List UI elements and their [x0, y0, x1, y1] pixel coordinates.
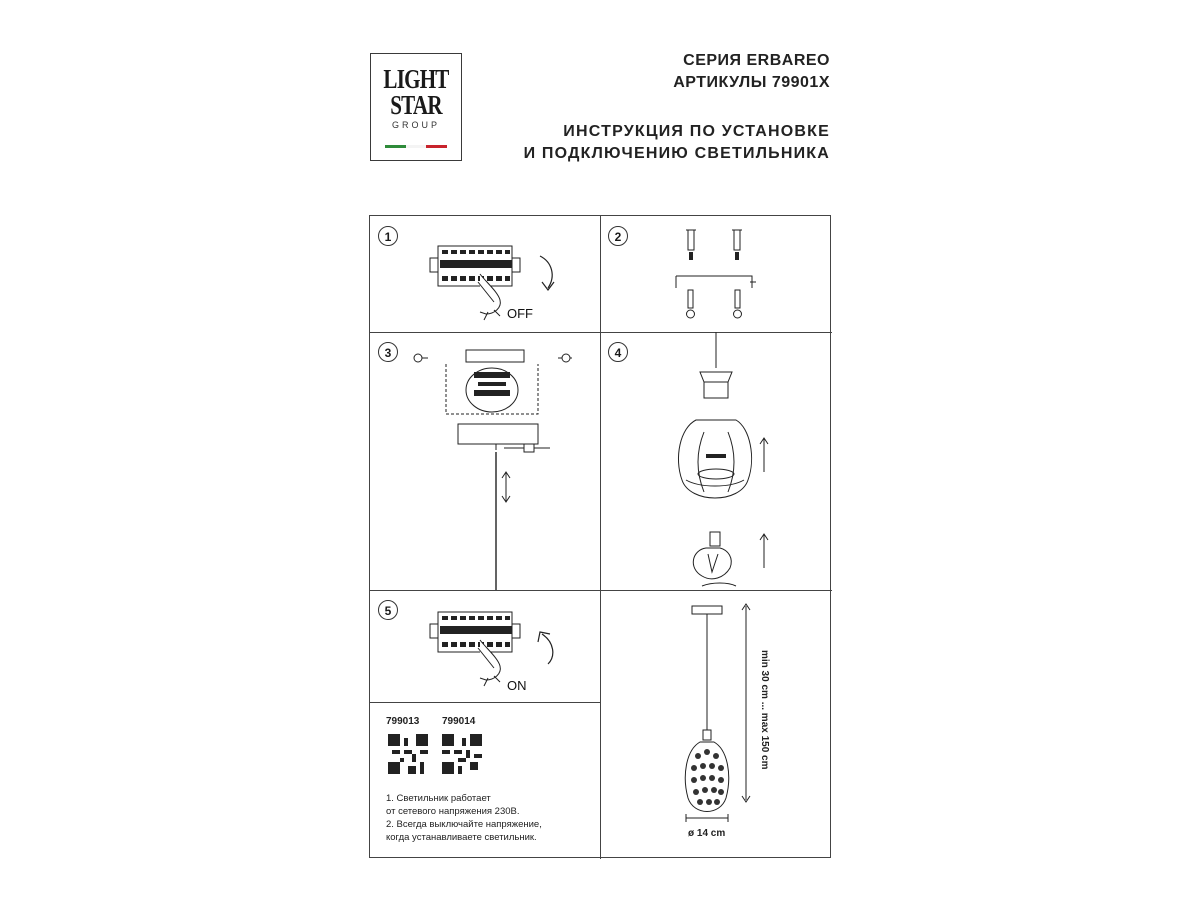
- brand-logo-line3: GROUP: [391, 120, 440, 130]
- title-line-1: ИНСТРУКЦИЯ ПО УСТАНОВКЕ: [563, 123, 830, 140]
- series-header: [673, 50, 830, 94]
- product-code-2: 799014: [442, 716, 476, 727]
- glass-shade-icon: [600, 332, 832, 590]
- breaker-off-label: OFF: [507, 306, 533, 321]
- breaker-on-label: ON: [507, 678, 527, 693]
- step-number: 3: [378, 342, 398, 362]
- step-1-panel: [370, 216, 600, 332]
- step-5-panel: [370, 590, 600, 702]
- document-title: [524, 121, 830, 165]
- circuit-breaker-icon: [370, 590, 600, 702]
- height-dimension: min 30 cm ... max 150 cm: [759, 650, 770, 770]
- product-code-1: 799013: [386, 716, 420, 727]
- article-numbers: АРТИКУЛЫ 79901Х: [673, 74, 830, 91]
- diameter-dimension: ø 14 cm: [688, 828, 726, 839]
- italian-flag-icon: [385, 145, 447, 148]
- step-2-panel: [600, 216, 832, 332]
- note-line: 2. Всегда выключайте напряжение,: [386, 819, 542, 830]
- step-number: 1: [378, 226, 398, 246]
- brand-logo-line1: LIGHT: [383, 64, 449, 94]
- step-number: 4: [608, 342, 628, 362]
- instruction-grid: [369, 215, 831, 858]
- pendant-lamp-icon: [600, 590, 832, 859]
- safety-notes: [386, 792, 586, 844]
- brand-logo: [370, 53, 462, 161]
- circuit-breaker-icon: [370, 216, 600, 332]
- brand-logo-line2: STAR: [390, 90, 442, 120]
- mounting-bracket-icon: [600, 216, 832, 332]
- title-line-2: И ПОДКЛЮЧЕНИЮ СВЕТИЛЬНИКА: [523, 145, 830, 162]
- ceiling-mount-diagram: [370, 332, 600, 590]
- dimensions-panel: [600, 590, 832, 859]
- series-name: СЕРИЯ ERBAREO: [683, 52, 830, 69]
- step-3-panel: [370, 332, 600, 590]
- note-line: от сетевого напряжения 230В.: [386, 806, 520, 817]
- step-number: 2: [608, 226, 628, 246]
- note-line: когда устанавливаете светильник.: [386, 832, 537, 843]
- note-line: 1. Светильник работает: [386, 793, 491, 804]
- qr-code-icon: [442, 734, 482, 774]
- info-panel: [370, 702, 600, 859]
- qr-code-icon: [388, 734, 428, 774]
- step-number: 5: [378, 600, 398, 620]
- step-4-panel: [600, 332, 832, 590]
